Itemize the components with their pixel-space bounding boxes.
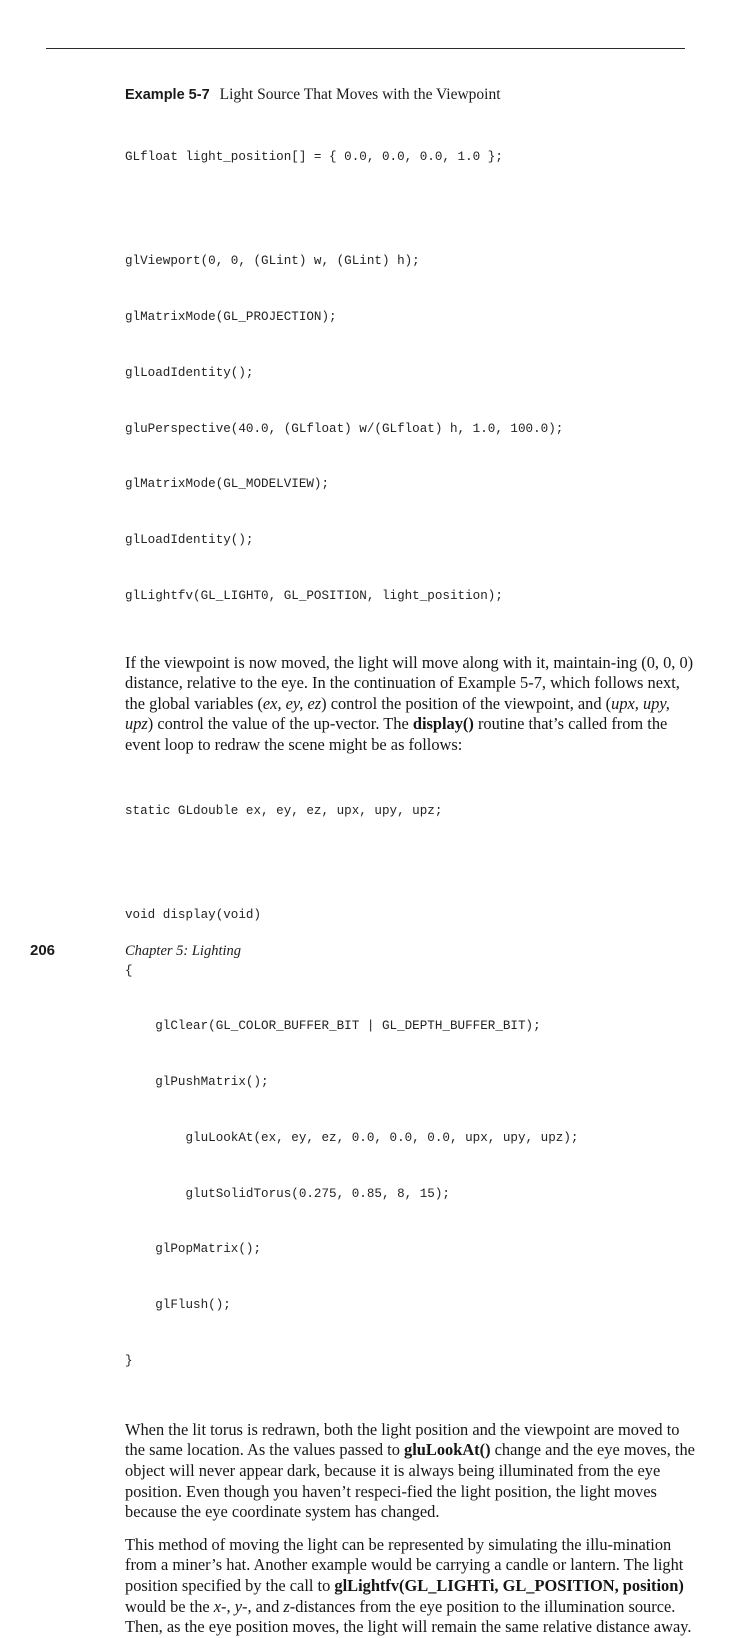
- code-line: gluPerspective(40.0, (GLfloat) w/(GLfloat) h, 1.0, 100.0);: [125, 421, 564, 436]
- paragraph-torus: [125, 1420, 695, 1523]
- text-run: -,: [221, 1596, 235, 1616]
- text-run: ) control the position of the viewpoint, and (: [321, 693, 612, 713]
- code-block-light-position: [125, 111, 695, 643]
- page-footer: [0, 942, 734, 964]
- code-line: {: [125, 963, 133, 978]
- example-heading: [125, 84, 695, 106]
- page-body: [125, 84, 695, 1638]
- code-line: glLightfv(GL_LIGHT0, GL_POSITION, light_position);: [125, 588, 503, 603]
- header-rule: [46, 48, 685, 49]
- text-run: If the viewpoint is now moved, the light will move along with it, maintain-ing (0, 0, 0) distance, relative to the eye. In the continuation of Example 5-7, which follows next, the global variables (: [125, 652, 694, 713]
- text-run: -, and: [241, 1596, 284, 1616]
- code-line: glPushMatrix();: [125, 1075, 269, 1090]
- text-run-italic: upx, upy, upz: [125, 693, 670, 734]
- code-line: void display(void): [125, 907, 262, 922]
- code-line: glLoadIdentity();: [125, 365, 254, 380]
- text-run-bold: gluLookAt(): [404, 1440, 491, 1460]
- text-run: -distances from the eye position to the illumination source. Then, as the eye position moves, the light will remain the same relative distance away.: [125, 1596, 692, 1637]
- text-run: This method of moving the light can be represented by simulating the illu-mination from a miner’s hat. Another example would be carrying a candle or lantern. The light position specified by the call to: [125, 1534, 684, 1595]
- text-run-italic: x: [213, 1596, 222, 1616]
- text-run-bold: glLightfv(GL_LIGHTi, GL_POSITION, position): [334, 1575, 684, 1595]
- example-label: Example 5-7: [125, 87, 210, 103]
- code-line: gluLookAt(ex, ey, ez, 0.0, 0.0, 0.0, upx, upy, upz);: [125, 1130, 579, 1145]
- text-run-italic: ex, ey, ez: [262, 693, 322, 713]
- text-run-italic: y: [234, 1596, 242, 1616]
- code-line: glMatrixMode(GL_MODELVIEW);: [125, 477, 330, 492]
- text-run-bold: display(): [412, 714, 474, 734]
- text-run: ) control the value of the up-vector. The: [147, 714, 413, 734]
- code-line: glViewport(0, 0, (GLint) w, (GLint) h);: [125, 254, 420, 269]
- text-run: routine that’s called from the event loop to redraw the scene might be as follows:: [125, 714, 668, 754]
- code-line: glFlush();: [125, 1298, 231, 1313]
- paragraph-miners-hat: [125, 1535, 695, 1638]
- code-line: glClear(GL_COLOR_BUFFER_BIT | GL_DEPTH_BUFFER_BIT);: [125, 1019, 541, 1034]
- page-number: 206: [30, 942, 56, 959]
- code-line: }: [125, 1354, 133, 1368]
- running-footer: Chapter 5: Lighting: [125, 943, 242, 959]
- code-line: GLfloat light_position[] = { 0.0, 0.0, 0.0, 1.0 };: [125, 150, 503, 165]
- paragraph-viewpoint: [125, 653, 695, 756]
- text-run-italic: z: [283, 1596, 290, 1616]
- example-caption: Light Source That Moves with the Viewpoint: [219, 86, 501, 103]
- text-run: would be the: [125, 1596, 214, 1616]
- code-line: glutSolidTorus(0.275, 0.85, 8, 15);: [125, 1186, 450, 1201]
- code-line: static GLdouble ex, ey, ez, upx, upy, upz;: [125, 803, 443, 818]
- code-block-display: [125, 765, 695, 1408]
- text-run: When the lit torus is redrawn, both the light position and the viewpoint are moved to the same location. As the values passed to: [125, 1419, 680, 1460]
- code-line: glMatrixMode(GL_PROJECTION);: [125, 309, 337, 324]
- code-line: glPopMatrix();: [125, 1242, 262, 1257]
- code-line: glLoadIdentity();: [125, 533, 254, 548]
- text-run: change and the eye moves, the object will never appear dark, because it is always being illuminated from the eye position. Even though you haven’t respeci-fied the light position, the light moves because the eye coordinate system has changed.: [125, 1440, 695, 1522]
